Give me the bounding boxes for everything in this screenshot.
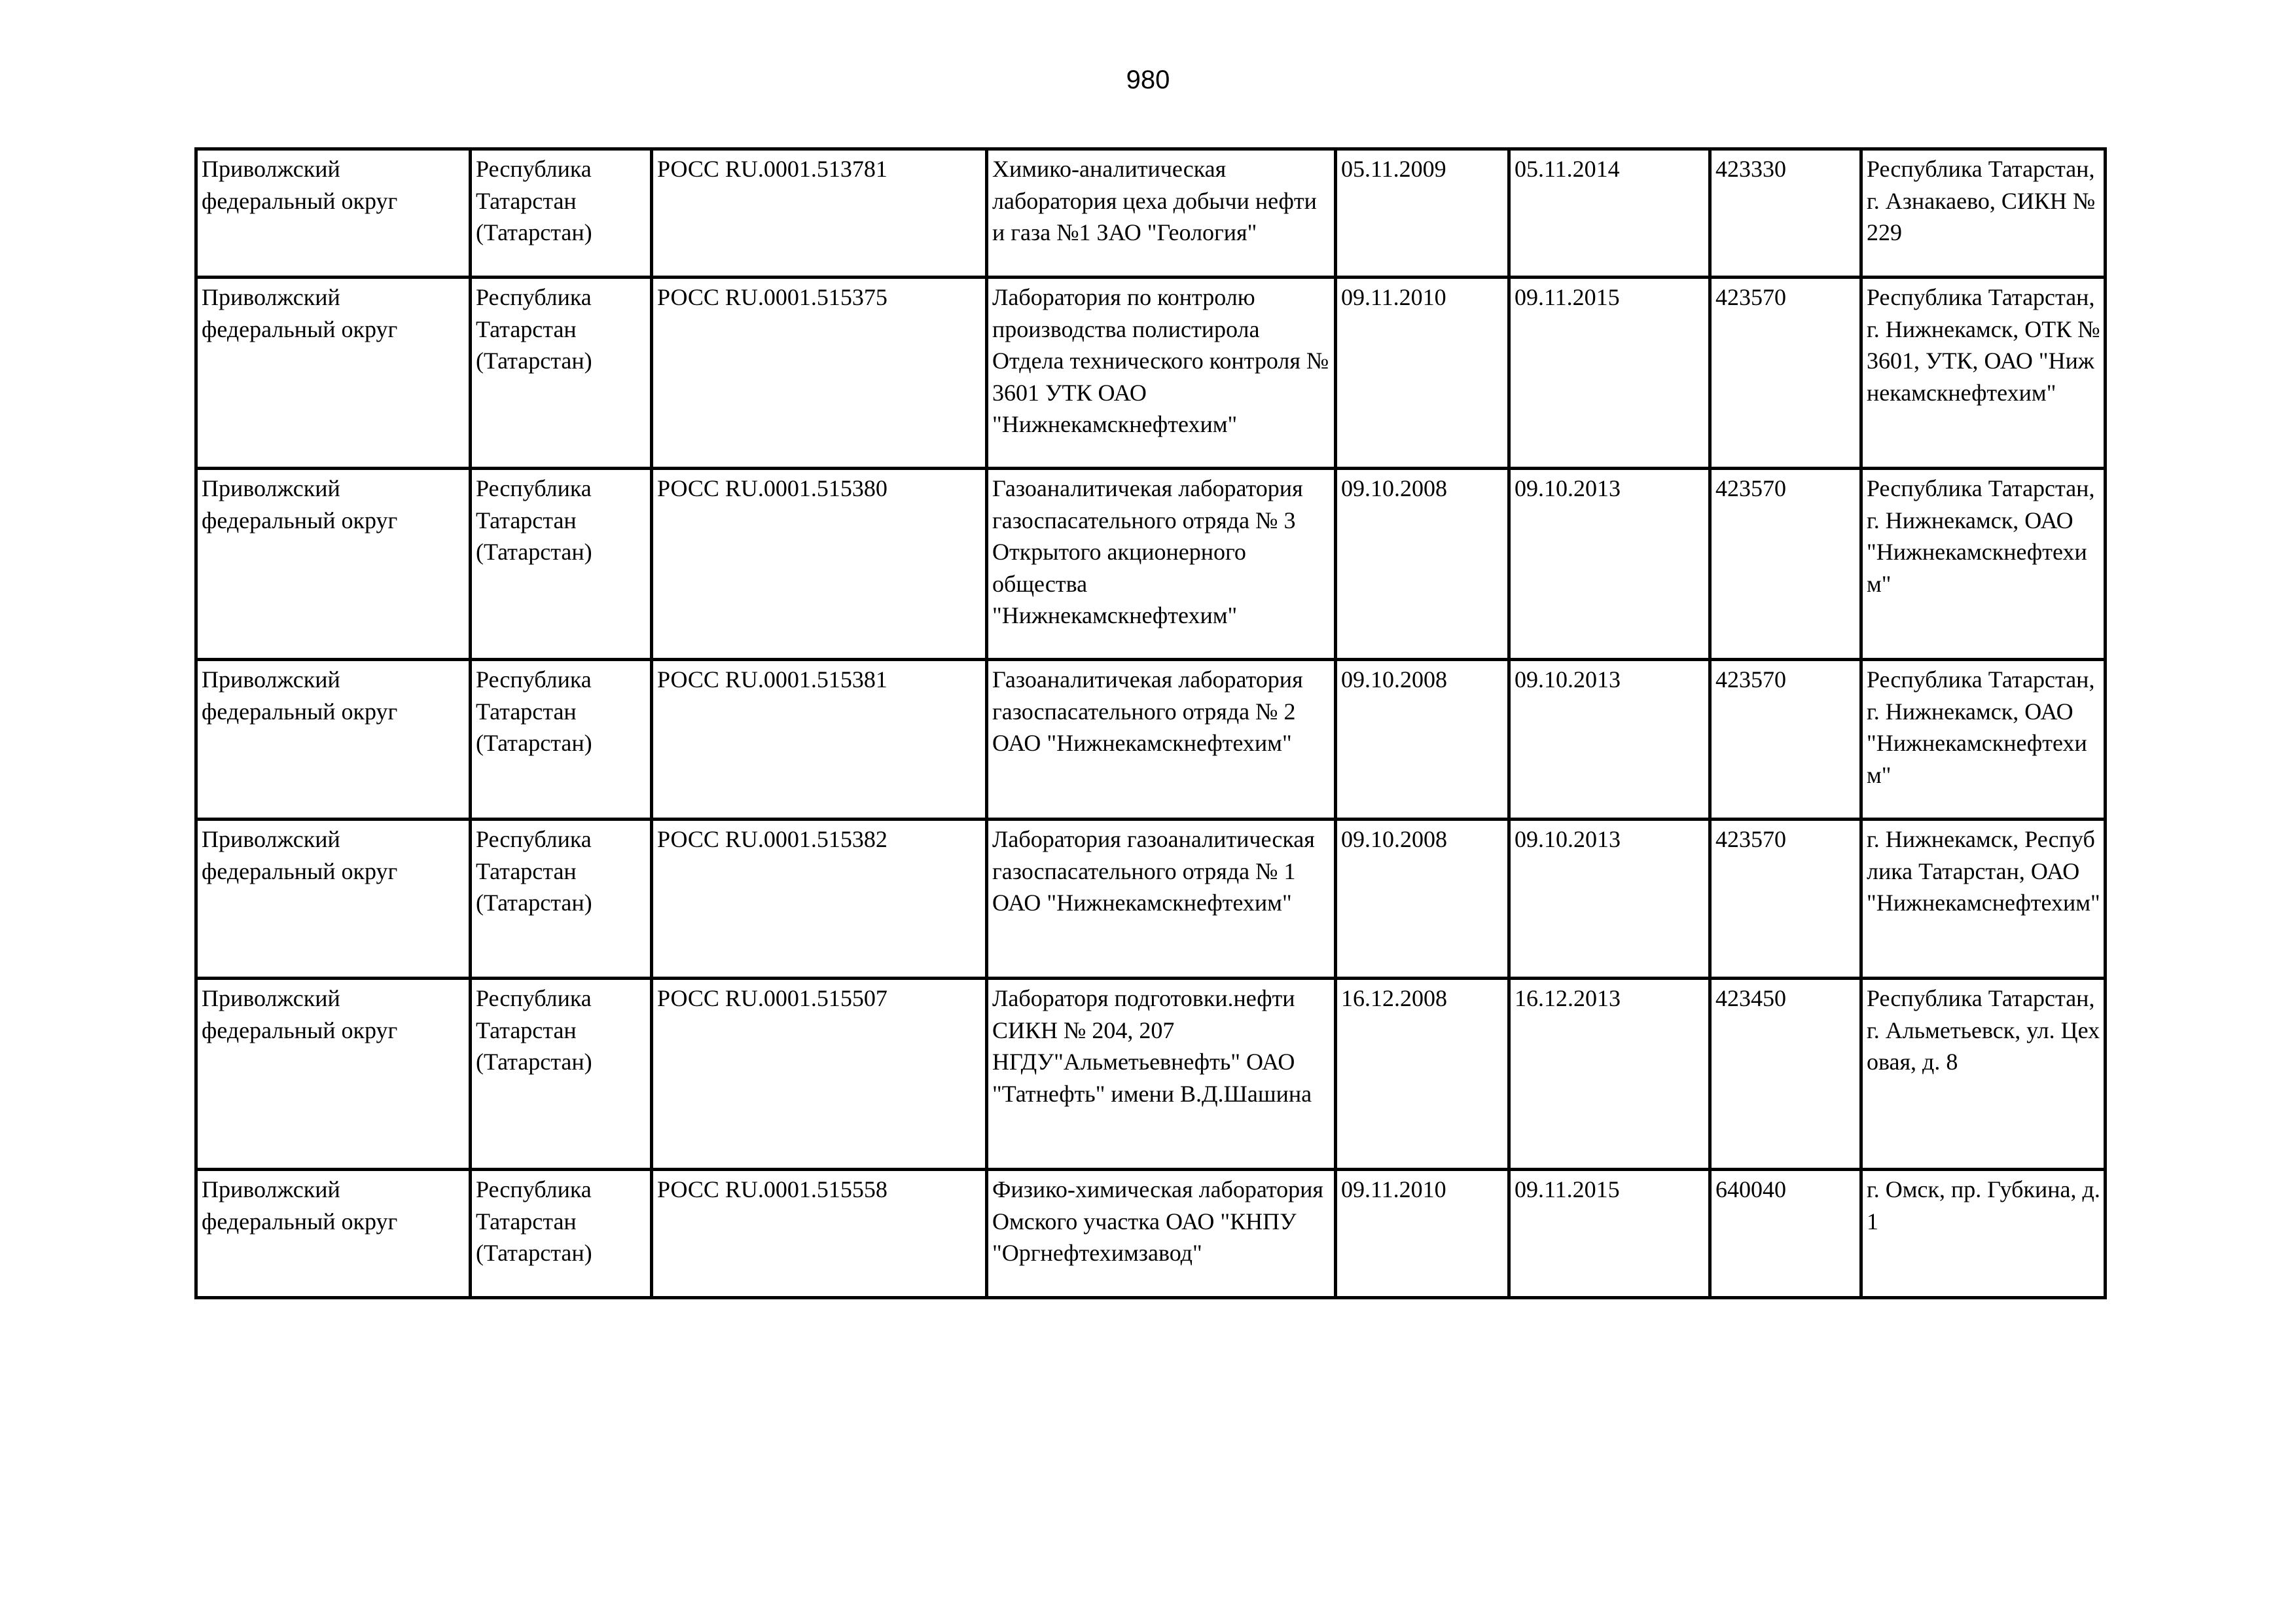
expiry-date-cell: 16.12.2013 <box>1509 979 1710 1170</box>
issue-date-cell: 09.11.2010 <box>1336 1170 1509 1298</box>
address-cell: Республика Татарстан, г. Нижнекамск, ОТК № 3601, УТК, ОАО "Нижнекамскнефтехим" <box>1861 278 2106 469</box>
laboratory-name-cell: Лабораторя подготовки.нефти СИКН № 204, 207 НГДУ"Альметьевнефть" ОАО "Татнефть" имени В.Д.Шашина <box>987 979 1336 1170</box>
issue-date-cell: 09.10.2008 <box>1336 469 1509 660</box>
address-cell: г. Нижнекамск, Республика Татарстан, ОАО "Нижнекамснефтехим" <box>1861 820 2106 979</box>
region-cell: Республика Татарстан (Татарстан) <box>471 820 652 979</box>
table-row <box>196 979 2106 1170</box>
issue-date-cell: 05.11.2009 <box>1336 149 1509 278</box>
region-cell: Республика Татарстан (Татарстан) <box>471 979 652 1170</box>
postal-code-cell: 640040 <box>1710 1170 1861 1298</box>
certificate-number-cell: РОСС RU.0001.515375 <box>652 278 987 469</box>
district-cell: Приволжский федеральный округ <box>196 469 471 660</box>
region-cell: Республика Татарстан (Татарстан) <box>471 149 652 278</box>
issue-date-cell: 09.10.2008 <box>1336 660 1509 820</box>
postal-code-cell: 423570 <box>1710 820 1861 979</box>
laboratory-name-cell: Лаборатория газоаналитическая газоспасательного отряда № 1 ОАО "Нижнекамскнефтехим" <box>987 820 1336 979</box>
postal-code-cell: 423570 <box>1710 469 1861 660</box>
issue-date-cell: 09.11.2010 <box>1336 278 1509 469</box>
address-cell: г. Омск, пр. Губкина, д. 1 <box>1861 1170 2106 1298</box>
laboratory-name-cell: Газоаналитичекая лаборатория газоспасательного отряда № 3 Открытого акционерного общества "Нижнекамскнефтехим" <box>987 469 1336 660</box>
expiry-date-cell: 09.10.2013 <box>1509 660 1710 820</box>
region-cell: Республика Татарстан (Татарстан) <box>471 1170 652 1298</box>
laboratory-name-cell: Газоаналитичекая лаборатория газоспасательного отряда № 2 ОАО "Нижнекамскнефтехим" <box>987 660 1336 820</box>
district-cell: Приволжский федеральный округ <box>196 278 471 469</box>
region-cell: Республика Татарстан (Татарстан) <box>471 278 652 469</box>
postal-code-cell: 423570 <box>1710 660 1861 820</box>
address-cell: Республика Татарстан, г. Альметьевск, ул. Цеховая, д. 8 <box>1861 979 2106 1170</box>
table-row <box>196 1170 2106 1298</box>
certificate-number-cell: РОСС RU.0001.515382 <box>652 820 987 979</box>
postal-code-cell: 423330 <box>1710 149 1861 278</box>
address-cell: Республика Татарстан, г. Нижнекамск, ОАО "Нижнекамскнефтехим" <box>1861 469 2106 660</box>
district-cell: Приволжский федеральный округ <box>196 660 471 820</box>
address-cell: Республика Татарстан, г. Азнакаево, СИКН № 229 <box>1861 149 2106 278</box>
certificate-number-cell: РОСС RU.0001.515381 <box>652 660 987 820</box>
table-row <box>196 660 2106 820</box>
issue-date-cell: 09.10.2008 <box>1336 820 1509 979</box>
region-cell: Республика Татарстан (Татарстан) <box>471 469 652 660</box>
expiry-date-cell: 09.10.2013 <box>1509 820 1710 979</box>
table-row <box>196 149 2106 278</box>
certificate-number-cell: РОСС RU.0001.515507 <box>652 979 987 1170</box>
table-row <box>196 820 2106 979</box>
issue-date-cell: 16.12.2008 <box>1336 979 1509 1170</box>
district-cell: Приволжский федеральный округ <box>196 1170 471 1298</box>
postal-code-cell: 423570 <box>1710 278 1861 469</box>
laboratory-name-cell: Физико-химическая лаборатория Омского участка ОАО "КНПУ "Оргнефтехимзавод" <box>987 1170 1336 1298</box>
expiry-date-cell: 09.11.2015 <box>1509 278 1710 469</box>
district-cell: Приволжский федеральный округ <box>196 149 471 278</box>
expiry-date-cell: 09.10.2013 <box>1509 469 1710 660</box>
district-cell: Приволжский федеральный округ <box>196 820 471 979</box>
page-number: 980 <box>1126 65 1170 94</box>
expiry-date-cell: 09.11.2015 <box>1509 1170 1710 1298</box>
table-row <box>196 469 2106 660</box>
laboratory-name-cell: Лаборатория по контролю производства полистирола Отдела технического контроля № 3601 УТК ОАО "Нижнекамскнефтехим" <box>987 278 1336 469</box>
table-row <box>196 278 2106 469</box>
district-cell: Приволжский федеральный округ <box>196 979 471 1170</box>
registry-table <box>194 147 2107 1299</box>
region-cell: Республика Татарстан (Татарстан) <box>471 660 652 820</box>
certificate-number-cell: РОСС RU.0001.515558 <box>652 1170 987 1298</box>
expiry-date-cell: 05.11.2014 <box>1509 149 1710 278</box>
postal-code-cell: 423450 <box>1710 979 1861 1170</box>
laboratory-name-cell: Химико-аналитическая лаборатория цеха добычи нефти и газа №1 ЗАО "Геология" <box>987 149 1336 278</box>
certificate-number-cell: РОСС RU.0001.513781 <box>652 149 987 278</box>
address-cell: Республика Татарстан, г. Нижнекамск, ОАО "Нижнекамскнефтехим" <box>1861 660 2106 820</box>
certificate-number-cell: РОСС RU.0001.515380 <box>652 469 987 660</box>
